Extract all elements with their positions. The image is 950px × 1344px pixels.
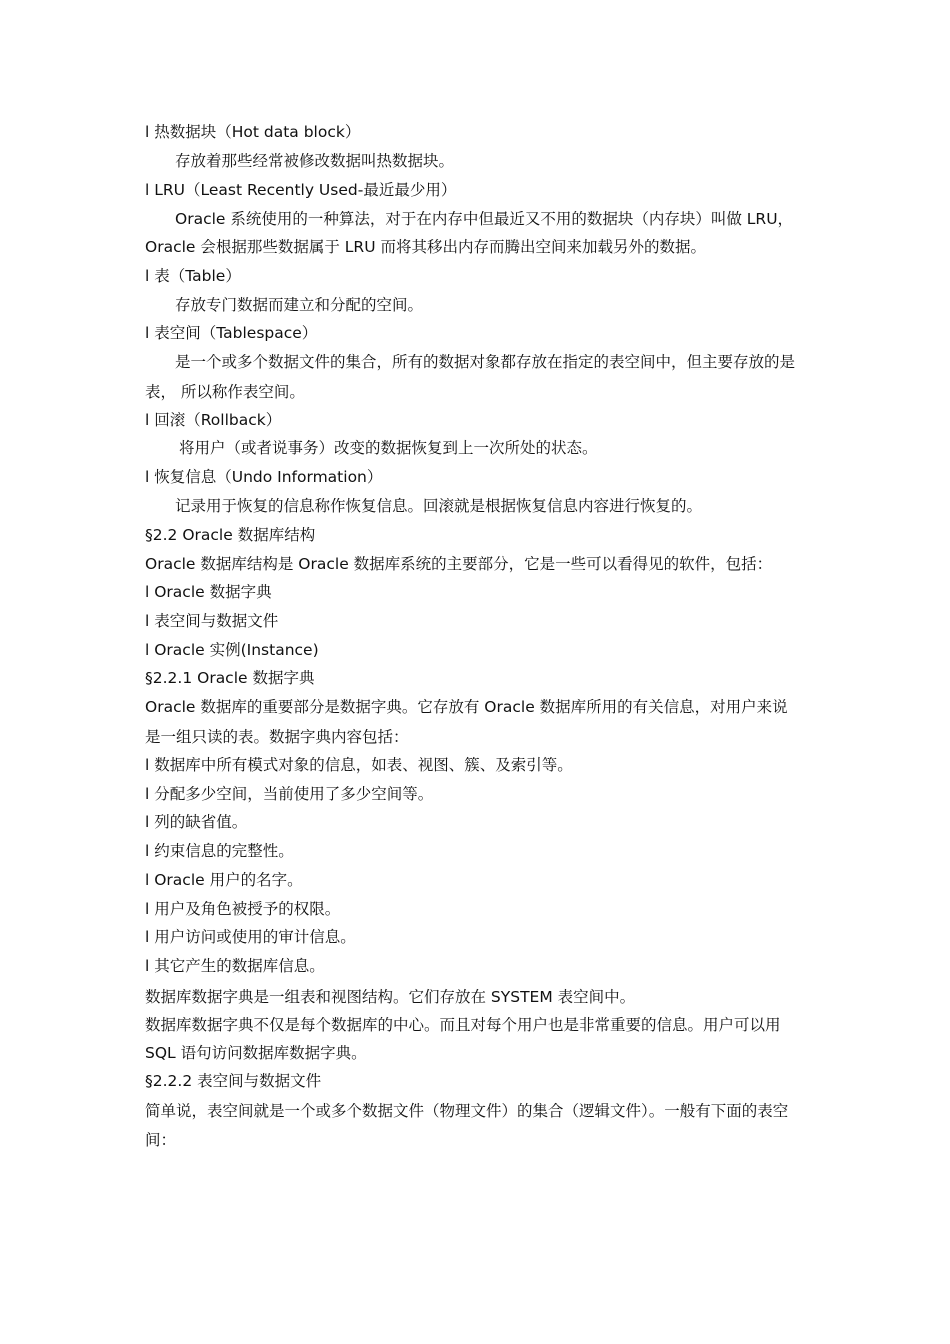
list-item: l 用户及角色被授予的权限。 xyxy=(145,900,341,918)
list-item: l 用户访问或使用的审计信息。 xyxy=(145,928,356,946)
body-paragraph: 数据库数据字典不仅是每个数据库的中心。而且对每个用户也是非常重要的信息。用户可以用 xyxy=(145,1016,781,1034)
list-item: l 列的缺省值。 xyxy=(145,813,248,831)
body-paragraph: 简单说，表空间就是一个或多个数据文件（物理文件）的集合（逻辑文件）。一般有下面的表空 xyxy=(145,1102,789,1120)
bullet-undo-information: l 恢复信息（Undo Information） xyxy=(145,468,383,486)
body-paragraph: Oracle 数据库结构是 Oracle 数据库系统的主要部分，它是一些可以看得见的软件，包括： xyxy=(145,555,773,573)
body-paragraph: 存放着那些经常被修改数据叫热数据块。 xyxy=(175,152,455,170)
body-paragraph: Oracle 数据库的重要部分是数据字典。它存放有 Oracle 数据库所用的有关信息，对用户来说 xyxy=(145,698,788,716)
list-item: l Oracle 实例(Instance) xyxy=(145,641,319,659)
list-item: l 约束信息的完整性。 xyxy=(145,842,294,860)
body-paragraph: 间： xyxy=(145,1131,177,1149)
list-item: l 其它产生的数据库信息。 xyxy=(145,957,325,975)
list-item: l 分配多少空间，当前使用了多少空间等。 xyxy=(145,785,434,803)
list-item: l Oracle 用户的名字。 xyxy=(145,871,303,889)
bullet-tablespace: l 表空间（Tablespace） xyxy=(145,324,318,342)
bullet-lru: l LRU（Least Recently Used-最近最少用） xyxy=(145,181,457,199)
body-paragraph: 表， 所以称作表空间。 xyxy=(145,383,305,401)
body-paragraph: 是一组只读的表。数据字典内容包括： xyxy=(145,728,409,746)
list-item: l 表空间与数据文件 xyxy=(145,612,279,630)
body-paragraph: 将用户（或者说事务）改变的数据恢复到上一次所处的状态。 xyxy=(179,439,598,457)
list-item: l Oracle 数据字典 xyxy=(145,583,272,601)
section-heading: §2.2.2 表空间与数据文件 xyxy=(145,1072,322,1090)
bullet-rollback: l 回滚（Rollback） xyxy=(145,411,282,429)
body-paragraph: 是一个或多个数据文件的集合，所有的数据对象都存放在指定的表空间中，但主要存放的是 xyxy=(175,353,796,371)
body-paragraph: SQL 语句访问数据库数据字典。 xyxy=(145,1044,367,1062)
body-paragraph: 存放专门数据而建立和分配的空间。 xyxy=(175,296,424,314)
section-heading: §2.2.1 Oracle 数据字典 xyxy=(145,669,315,687)
section-heading: §2.2 Oracle 数据库结构 xyxy=(145,526,316,544)
body-paragraph: 数据库数据字典是一组表和视图结构。它们存放在 SYSTEM 表空间中。 xyxy=(145,988,636,1006)
bullet-table: l 表（Table） xyxy=(145,267,241,285)
list-item: l 数据库中所有模式对象的信息，如表、视图、簇、及索引等。 xyxy=(145,756,573,774)
bullet-hot-data-block: l 热数据块（Hot data block） xyxy=(145,123,361,141)
body-paragraph: Oracle 系统使用的一种算法，对于在内存中但最近又不用的数据块（内存块）叫做 LRU， xyxy=(175,210,794,228)
body-paragraph: 记录用于恢复的信息称作恢复信息。回滚就是根据恢复信息内容进行恢复的。 xyxy=(175,497,703,515)
body-paragraph: Oracle 会根据那些数据属于 LRU 而将其移出内存而腾出空间来加载另外的数据。 xyxy=(145,238,706,256)
